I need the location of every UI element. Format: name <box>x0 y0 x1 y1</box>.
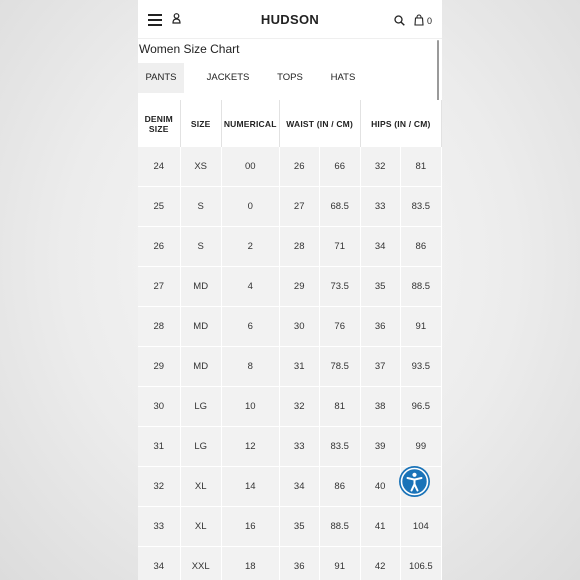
table-cell: 36 <box>279 547 319 580</box>
table-cell: 0 <box>221 187 279 227</box>
table-cell: XS <box>180 147 221 187</box>
table-cell: 96.5 <box>400 387 441 427</box>
tab-jackets[interactable]: JACKETS <box>206 72 250 83</box>
table-cell: 16 <box>221 507 279 547</box>
table-cell: 33 <box>138 507 180 547</box>
table-cell: 28 <box>138 307 180 347</box>
table-row <box>138 467 442 507</box>
table-cell: 42 <box>360 547 400 580</box>
table-cell: 2 <box>221 227 279 267</box>
brand-logo[interactable]: HUDSON <box>260 12 320 27</box>
table-cell: XL <box>180 467 221 507</box>
table-cell: 83.5 <box>319 427 360 467</box>
table-cell: 68.5 <box>319 187 360 227</box>
table-cell: LG <box>180 387 221 427</box>
table-cell: 81 <box>400 147 441 187</box>
tab-tops[interactable]: TOPS <box>277 72 303 83</box>
table-row <box>138 507 442 547</box>
cart-count[interactable]: 0 <box>427 16 433 26</box>
table-cell: 88.5 <box>319 507 360 547</box>
table-cell: 93.5 <box>400 347 441 387</box>
accessibility-button[interactable] <box>399 466 430 497</box>
table-cell: 86 <box>400 227 441 267</box>
table-row <box>138 307 442 347</box>
header-waist: WAIST (IN / CM) <box>279 100 360 147</box>
table-cell: 29 <box>138 347 180 387</box>
top-navigation-bar <box>138 0 442 39</box>
table-cell: S <box>180 227 221 267</box>
header-size: SIZE <box>180 100 221 147</box>
table-row <box>138 147 442 187</box>
table-cell: 26 <box>138 227 180 267</box>
header-denim-size: DENIM SIZE <box>138 100 180 147</box>
table-cell: 27 <box>279 187 319 227</box>
table-cell: 30 <box>138 387 180 427</box>
table-cell: 30 <box>279 307 319 347</box>
table-cell: 36 <box>360 307 400 347</box>
search-icon[interactable] <box>394 15 405 26</box>
table-cell: 34 <box>360 227 400 267</box>
table-row <box>138 427 442 467</box>
table-cell: 81 <box>319 387 360 427</box>
size-chart-tabs <box>138 63 438 93</box>
table-cell: 32 <box>138 467 180 507</box>
header-numerical: NUMERICAL <box>221 100 279 147</box>
table-cell: 86 <box>319 467 360 507</box>
table-cell: 83.5 <box>400 187 441 227</box>
table-cell: 28 <box>279 227 319 267</box>
table-cell: 32 <box>279 387 319 427</box>
tab-hats[interactable]: HATS <box>330 72 356 83</box>
bag-icon[interactable] <box>414 14 424 26</box>
table-header-row <box>138 100 442 147</box>
table-cell: 18 <box>221 547 279 580</box>
table-cell: 34 <box>279 467 319 507</box>
table-cell: LG <box>180 427 221 467</box>
table-cell: 106.5 <box>400 547 441 580</box>
size-table-body <box>138 147 442 580</box>
page-title: Women Size Chart <box>139 42 240 56</box>
table-cell: 35 <box>360 267 400 307</box>
table-cell: 12 <box>221 427 279 467</box>
table-cell: 38 <box>360 387 400 427</box>
table-cell: 33 <box>279 427 319 467</box>
tab-pants[interactable]: PANTS <box>138 63 184 93</box>
table-cell: 73.5 <box>319 267 360 307</box>
table-cell: 24 <box>138 147 180 187</box>
accessibility-icon <box>399 466 430 497</box>
table-cell: 41 <box>360 507 400 547</box>
table-cell: 26 <box>279 147 319 187</box>
table-cell: 27 <box>138 267 180 307</box>
table-cell: 78.5 <box>319 347 360 387</box>
table-cell: 39 <box>360 427 400 467</box>
table-row <box>138 387 442 427</box>
table-cell: 88.5 <box>400 267 441 307</box>
table-cell: 91 <box>400 307 441 347</box>
table-cell: 00 <box>221 147 279 187</box>
table-cell: 31 <box>138 427 180 467</box>
table-cell: S <box>180 187 221 227</box>
size-chart-table <box>138 100 442 580</box>
table-cell: 32 <box>360 147 400 187</box>
table-row <box>138 267 442 307</box>
table-cell: MD <box>180 307 221 347</box>
table-row <box>138 227 442 267</box>
table-row <box>138 347 442 387</box>
table-row <box>138 547 442 580</box>
table-row <box>138 187 442 227</box>
table-cell: 8 <box>221 347 279 387</box>
table-cell: 104 <box>400 507 441 547</box>
table-cell: 34 <box>138 547 180 580</box>
mobile-page <box>138 0 442 580</box>
table-cell: 29 <box>279 267 319 307</box>
table-cell: 35 <box>279 507 319 547</box>
table-cell: 91 <box>319 547 360 580</box>
table-cell: 66 <box>319 147 360 187</box>
table-cell: 14 <box>221 467 279 507</box>
table-cell: 40 <box>360 467 400 507</box>
header-hips: HIPS (IN / CM) <box>360 100 441 147</box>
table-cell: 33 <box>360 187 400 227</box>
table-cell: 99 <box>400 427 441 467</box>
table-cell: 25 <box>138 187 180 227</box>
table-cell: XXL <box>180 547 221 580</box>
table-cell: 4 <box>221 267 279 307</box>
table-cell: 31 <box>279 347 319 387</box>
table-cell: 6 <box>221 307 279 347</box>
table-cell: MD <box>180 347 221 387</box>
table-cell: 71 <box>319 227 360 267</box>
table-cell: MD <box>180 267 221 307</box>
table-cell: 37 <box>360 347 400 387</box>
table-cell: 76 <box>319 307 360 347</box>
table-cell: XL <box>180 507 221 547</box>
table-cell: 10 <box>221 387 279 427</box>
